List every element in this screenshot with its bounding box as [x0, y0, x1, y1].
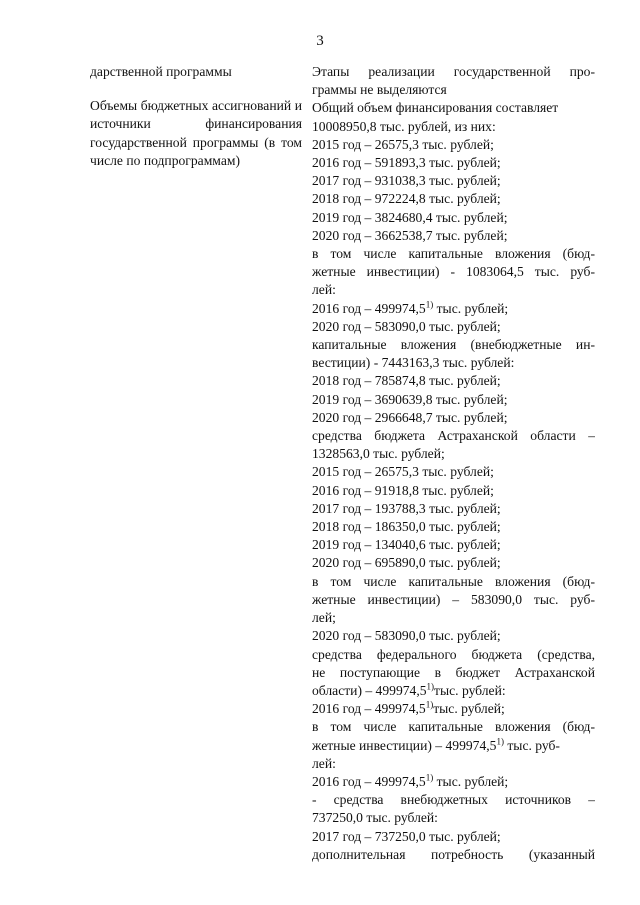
text-line: 2020 год – 583090,0 тыс. рублей; [312, 318, 501, 334]
text-line: в том числе капитальные вложения (бюд- [312, 719, 595, 735]
text-line: 2019 год – 134040,6 тыс. рублей; [312, 537, 501, 553]
text-fragment: жетные инвестиции) – 499974,5 [312, 737, 497, 753]
text-line: 2019 год – 3824680,4 тыс. рублей; [312, 209, 508, 225]
text-line: Этапы реализации государственной про- [312, 64, 595, 79]
text-line: граммы не выделяются [312, 82, 447, 98]
text-fragment: тыс. рублей: [434, 682, 506, 698]
text-fragment: тыс. рублей; [433, 773, 509, 789]
text-line [312, 682, 595, 700]
text-line: лей; [312, 610, 336, 626]
text-line: жетные инвестиции) – 583090,0 тыс. руб- [312, 591, 595, 607]
text-line [312, 700, 595, 718]
text-line: 2018 год – 785874,8 тыс. рублей; [312, 373, 501, 389]
text-fragment: 2016 год – 499974,5 [312, 300, 426, 316]
text-line: Общий объем финансирования составляет [312, 100, 559, 116]
text-fragment: тыс. руб- [503, 737, 560, 753]
text-line [312, 300, 595, 318]
footnote-mark: 1) [425, 299, 434, 310]
text-line: 1328563,0 тыс. рублей; [312, 446, 445, 462]
text-line: средства бюджета Астраханской области – [312, 428, 595, 444]
text-line: 2020 год – 695890,0 тыс. рублей; [312, 555, 501, 571]
text-line [312, 737, 595, 755]
text-line: 2018 год – 186350,0 тыс. рублей; [312, 519, 501, 535]
text-line: капитальные вложения (внебюджетные ин- [312, 337, 595, 353]
text-fragment: области) – 499974,5 [312, 682, 427, 698]
text-line: лей: [312, 282, 336, 298]
text-line: средства федерального бюджета (средства, [312, 646, 595, 662]
text-fragment: 2016 год – 499974,5 [312, 701, 426, 717]
text-line: 10008950,8 тыс. рублей, из них: [312, 118, 496, 134]
footnote-mark: 1) [425, 700, 434, 710]
text-line: в том числе капитальные вложения (бюд- [312, 573, 595, 589]
right-column [312, 63, 595, 864]
footnote-mark: 1) [425, 772, 434, 783]
page-number: 3 [316, 33, 324, 49]
left-row-stage-label: дарственной программы [90, 64, 232, 79]
text-line: в том числе капитальные вложения (бюд- [312, 246, 595, 262]
text-line: жетные инвестиции) - 1083064,5 тыс. руб- [312, 264, 595, 280]
text-line: дополнительная потребность (указанный [312, 846, 595, 862]
text-line: 2020 год – 583090,0 тыс. рублей; [312, 628, 501, 644]
text-line: не поступающие в бюджет Астраханской [312, 664, 595, 680]
text-line: 2016 год – 91918,8 тыс. рублей; [312, 482, 494, 498]
text-line: 2019 год – 3690639,8 тыс. рублей; [312, 391, 508, 407]
text-line: 2015 год – 26575,3 тыс. рублей; [312, 464, 494, 480]
text-fragment: тыс. рублей; [433, 300, 509, 316]
text-line: вестиции) - 7443163,3 тыс. рублей: [312, 355, 515, 371]
text-line: - средства внебюджетных источников – [312, 792, 595, 808]
text-line: 2018 год – 972224,8 тыс. рублей; [312, 191, 501, 207]
text-line [312, 773, 595, 791]
text-line: лей: [312, 755, 336, 771]
text-line: 2017 год – 193788,3 тыс. рублей; [312, 500, 501, 516]
text-line: 2017 год – 737250,0 тыс. рублей; [312, 828, 501, 844]
left-column [90, 63, 302, 170]
text-line: 2020 год – 3662538,7 тыс. рублей; [312, 227, 508, 243]
text-line: 737250,0 тыс. рублей: [312, 810, 438, 826]
text-line: 2016 год – 591893,3 тыс. рублей; [312, 155, 501, 171]
text-fragment: тыс. рублей; [433, 701, 505, 717]
text-line: 2015 год – 26575,3 тыс. рублей; [312, 136, 494, 152]
text-line: 2020 год – 2966648,7 тыс. рублей; [312, 409, 508, 425]
footnote-mark: 1) [426, 681, 435, 692]
footnote-mark: 1) [496, 736, 504, 746]
text-line: 2017 год – 931038,3 тыс. рублей; [312, 173, 501, 189]
left-row-funding-label: Объемы бюджетных ассигнований и источники финансирования государственной программы (в том числе по подпрограммам) [90, 98, 302, 168]
text-fragment: 2016 год – 499974,5 [312, 773, 426, 789]
